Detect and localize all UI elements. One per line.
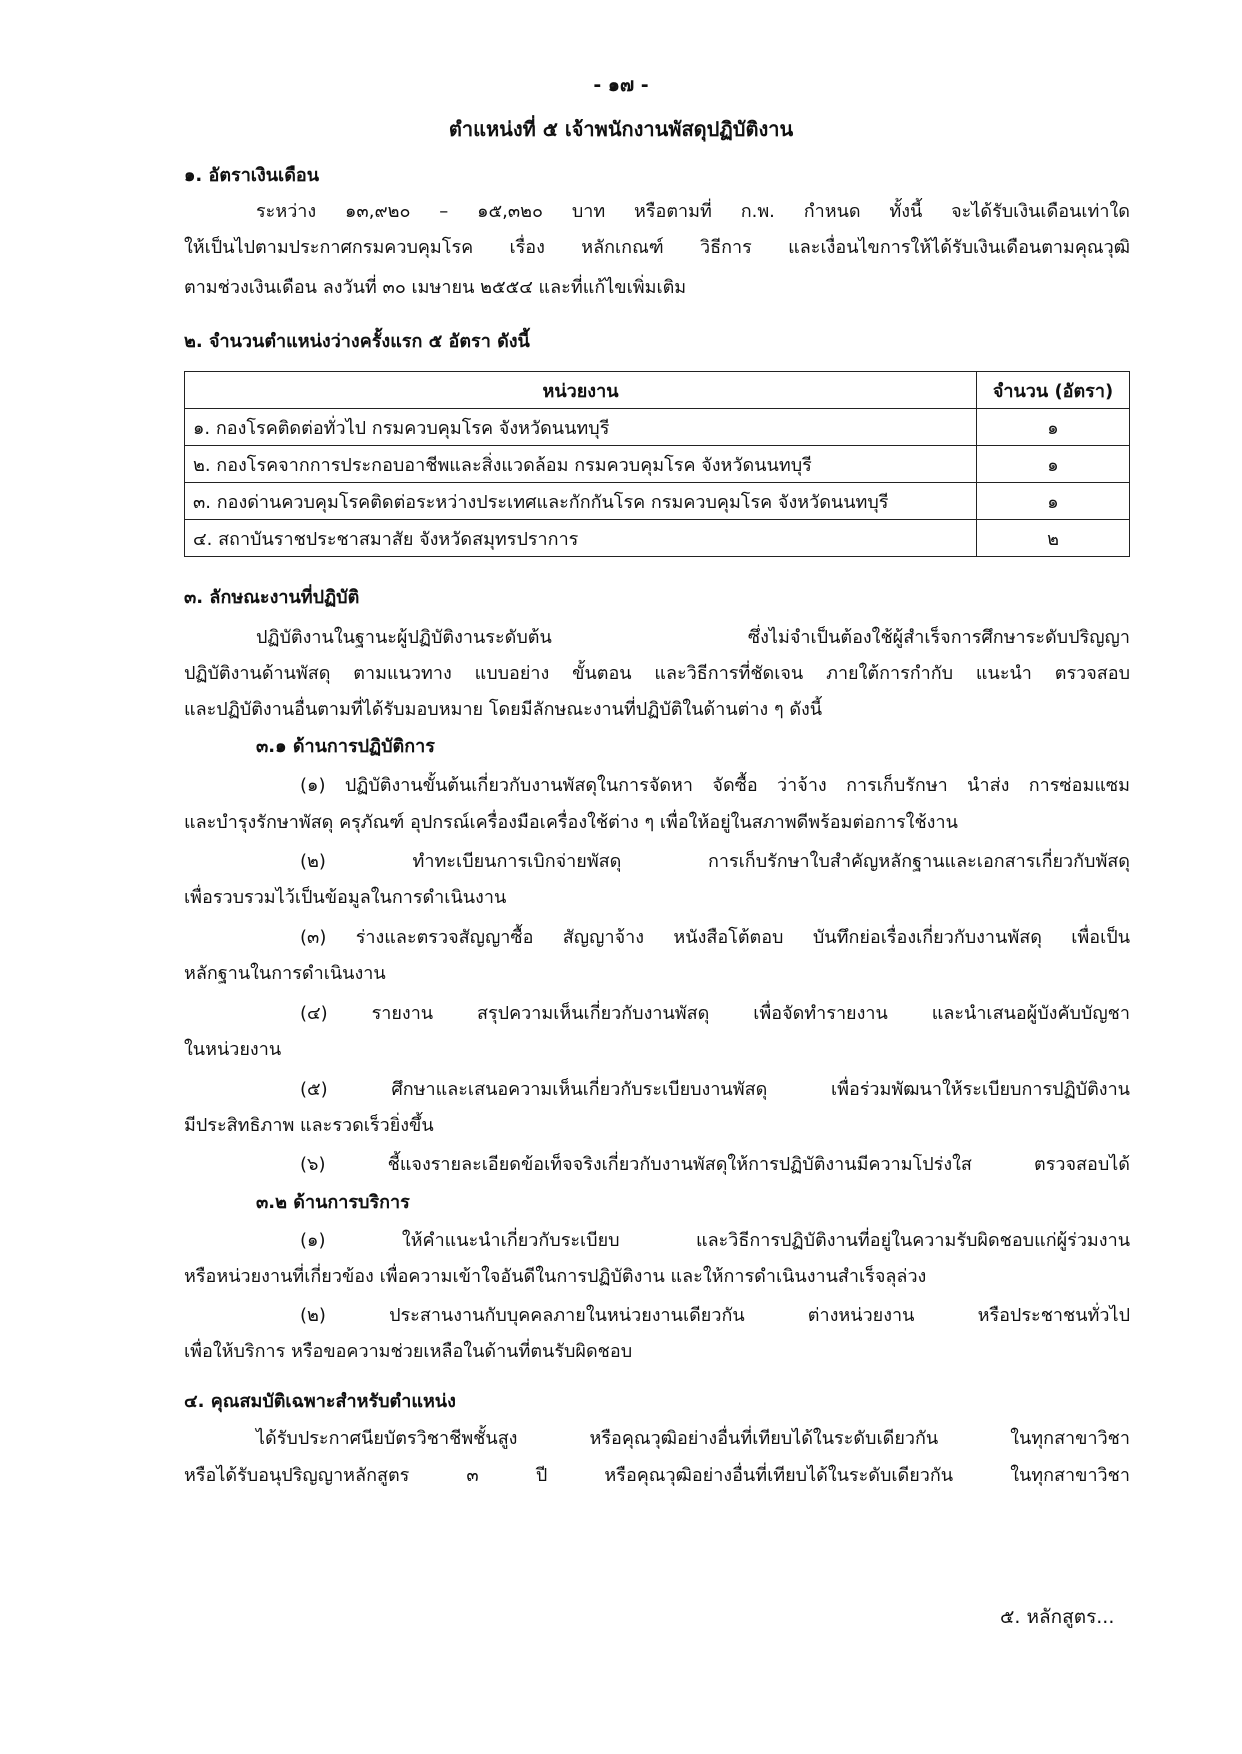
section1-line-1: ระหว่าง ๑๓,๙๒๐ – ๑๕,๓๒๐ บาท หรือตามที่ ก.พ. กำหนด ทั้งนี้ จะได้รับเงินเดือนเท่าใด — [256, 201, 1130, 222]
item-3-1-1-line-1: (๑) ปฏิบัติงานขั้นต้นเกี่ยวกับงานพัสดุในการจัดหา จัดซื้อ ว่าจ้าง การเก็บรักษา นำส่ง การซ่อมแซม — [300, 775, 1130, 796]
table-row — [185, 520, 1130, 557]
column-header-count: จำนวน (อัตรา) — [977, 372, 1130, 409]
unit-cell: ๒. กองโรคจากการประกอบอาชีพและสิ่งแวดล้อม กรมควบคุมโรค จังหวัดนนทบุรี — [185, 446, 977, 483]
table-header-row — [185, 372, 1130, 409]
column-header-unit: หน่วยงาน — [185, 372, 977, 409]
subsection-3-1-heading: ๓.๑ ด้านการปฏิบัติการ — [256, 736, 435, 757]
subsection-3-2-heading: ๓.๒ ด้านการบริการ — [256, 1192, 410, 1213]
item-3-2-2-line-2: เพื่อให้บริการ หรือขอความช่วยเหลือในด้านที่ตนรับผิดชอบ — [184, 1341, 633, 1362]
count-cell: ๒ — [977, 520, 1130, 557]
count-cell: ๑ — [977, 409, 1130, 446]
section2-heading: ๒. จำนวนตำแหน่งว่างครั้งแรก ๕ อัตรา ดังนี้ — [184, 331, 530, 352]
item-3-1-3-line-2: หลักฐานในการดำเนินงาน — [184, 963, 386, 984]
section1-line-3: ตามช่วงเงินเดือน ลงวันที่ ๓๐ เมษายน ๒๕๕๔ และที่แก้ไขเพิ่มเติม — [184, 277, 687, 298]
item-3-1-2-line-2: เพื่อรวบรวมไว้เป็นข้อมูลในการดำเนินงาน — [184, 887, 507, 908]
section3-intro-line-1: ปฏิบัติงานในฐานะผู้ปฏิบัติงานระดับต้น ซึ่งไม่จำเป็นต้องใช้ผู้สำเร็จการศึกษาระดับปริญญา — [256, 627, 1130, 648]
document-title: ตำแหน่งที่ ๕ เจ้าพนักงานพัสดุปฏิบัติงาน — [448, 117, 794, 141]
section3-intro-line-3: และปฏิบัติงานอื่นตามที่ได้รับมอบหมาย โดยมีลักษณะงานที่ปฏิบัติในด้านต่าง ๆ ดังนี้ — [184, 699, 823, 720]
item-3-2-1-line-2: หรือหน่วยงานที่เกี่ยวข้อง เพื่อความเข้าใจอันดีในการปฏิบัติงาน และให้การดำเนินงานสำเร็จลุล่วง — [184, 1266, 927, 1287]
item-3-1-6-line-1: (๖) ชี้แจงรายละเอียดข้อเท็จจริงเกี่ยวกับงานพัสดุให้การปฏิบัติงานมีความโปร่งใส ตรวจสอบได้ — [300, 1154, 1130, 1175]
item-3-1-5-line-1: (๕) ศึกษาและเสนอความเห็นเกี่ยวกับระเบียบงานพัสดุ เพื่อร่วมพัฒนาให้ระเบียบการปฏิบัติงาน — [300, 1079, 1130, 1100]
item-3-1-4-line-1: (๔) รายงาน สรุปความเห็นเกี่ยวกับงานพัสดุ เพื่อจัดทำรายงาน และนำเสนอผู้บังคับบัญชา — [300, 1003, 1130, 1024]
item-3-2-1-line-1: (๑) ให้คำแนะนำเกี่ยวกับระเบียบ และวิธีการปฏิบัติงานที่อยู่ในความรับผิดชอบแก่ผู้ร่วมงาน — [300, 1230, 1130, 1251]
vacancy-table — [184, 371, 1130, 557]
item-3-1-3-line-1: (๓) ร่างและตรวจสัญญาซื้อ สัญญาจ้าง หนังสือโต้ตอบ บันทึกย่อเรื่องเกี่ยวกับงานพัสดุ เพื่อเป็น — [300, 927, 1130, 948]
section4-line-2: หรือได้รับอนุปริญญาหลักสูตร ๓ ปี หรือคุณวุฒิอย่างอื่นที่เทียบได้ในระดับเดียวกัน ในทุกสาขาวิชา — [184, 1465, 1130, 1486]
table-row — [185, 446, 1130, 483]
table-row — [185, 483, 1130, 520]
item-3-1-5-line-2: มีประสิทธิภาพ และรวดเร็วยิ่งขึ้น — [184, 1115, 434, 1136]
unit-cell: ๓. กองด่านควบคุมโรคติดต่อระหว่างประเทศและกักกันโรค กรมควบคุมโรค จังหวัดนนทบุรี — [185, 483, 977, 520]
item-3-1-1-line-2: และบำรุงรักษาพัสดุ ครุภัณฑ์ อุปกรณ์เครื่องมือเครื่องใช้ต่าง ๆ เพื่อให้อยู่ในสภาพดีพร้อมต่อการใช้งาน — [184, 812, 958, 833]
table-row — [185, 409, 1130, 446]
item-3-1-2-line-1: (๒) ทำทะเบียนการเบิกจ่ายพัสดุ การเก็บรักษาใบสำคัญหลักฐานและเอกสารเกี่ยวกับพัสดุ — [300, 851, 1130, 872]
count-cell: ๑ — [977, 483, 1130, 520]
item-3-1-4-line-2: ในหน่วยงาน — [184, 1039, 282, 1060]
section1-heading: ๑. อัตราเงินเดือน — [184, 165, 320, 186]
section3-intro-line-2: ปฏิบัติงานด้านพัสดุ ตามแนวทาง แบบอย่าง ขั้นตอน และวิธีการที่ชัดเจน ภายใต้การกำกับ แนะนำ ตรวจสอบ — [184, 663, 1130, 684]
section4-line-1: ได้รับประกาศนียบัตรวิชาชีพชั้นสูง หรือคุณวุฒิอย่างอื่นที่เทียบได้ในระดับเดียวกัน ในทุกสาขาวิชา — [256, 1428, 1130, 1449]
unit-cell: ๑. กองโรคติดต่อทั่วไป กรมควบคุมโรค จังหวัดนนทบุรี — [185, 409, 977, 446]
count-cell: ๑ — [977, 446, 1130, 483]
next-page-continuation: ๕. หลักสูตร... — [1000, 1606, 1115, 1628]
unit-cell: ๔. สถาบันราชประชาสมาสัย จังหวัดสมุทรปราการ — [185, 520, 977, 557]
page-number: - ๑๗ - — [593, 74, 649, 96]
item-3-2-2-line-1: (๒) ประสานงานกับบุคคลภายในหน่วยงานเดียวกัน ต่างหน่วยงาน หรือประชาชนทั่วไป — [300, 1305, 1130, 1326]
section1-line-2: ให้เป็นไปตามประกาศกรมควบคุมโรค เรื่อง หลักเกณฑ์ วิธีการ และเงื่อนไขการให้ได้รับเงินเดือนตามคุณวุฒิ — [184, 237, 1130, 258]
section3-heading: ๓. ลักษณะงานที่ปฏิบัติ — [184, 587, 360, 608]
section4-heading: ๔. คุณสมบัติเฉพาะสำหรับตำแหน่ง — [184, 1391, 456, 1412]
